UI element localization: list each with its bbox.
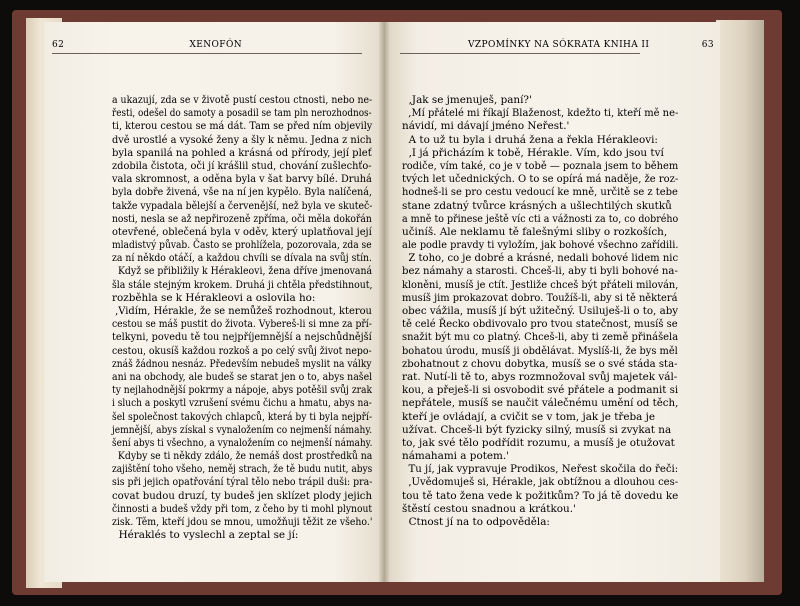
text-line: kloněni, musíš je ctít. Jestliže chceš být přáteli milován, (402, 278, 679, 291)
text-line: dvě urostlé a vysoké ženy a šly k němu. Jedna z nich (112, 133, 372, 146)
text-line: návidí, mi dávají jméno Neřest.' (402, 120, 570, 133)
text-line: byla dobře živená, vše na ní jen kypělo. Byla nalíčená, (112, 186, 373, 199)
text-line: nepřátele, musíš se naučit válečnému umění od těch, (402, 397, 679, 410)
text-line: rodiče, vím také, co je v tobě — poznala jsem to během (402, 159, 679, 172)
text-line: Héraklés to vyslechl a zeptal se jí: (112, 529, 299, 542)
text-line: tvých let učednických. O to se opírá má naděje, že roz- (402, 173, 679, 186)
text-line: šel společnost takových chlapců, která by ti byla nejpří- (112, 410, 373, 423)
text-line: námahami a potem.' (402, 450, 510, 463)
page-stack-edge-right (716, 20, 764, 582)
text-line: bohatou úrodu, musíš ji obdělávat. Myslíš-li, že bys měl (402, 344, 678, 357)
text-line: učiníš. Ale neklamu tě falešnými sliby o rozkoších, (402, 225, 668, 238)
text-line: kou, a přeješ-li si osvobodit své přátele a podmanit si (402, 384, 679, 397)
text-line: a mně to přinese ještě víc cti a vážnosti za to, co dobrého (402, 212, 679, 225)
text-line: bez námahy a starosti. Chceš-li, aby ti byli bohové na- (402, 265, 678, 278)
text-line: takže vypadala bělejší a červenější, než byla ve skuteč- (112, 199, 373, 212)
text-line: snažit být mu co platný. Chceš-li, aby ti země přinášela (402, 331, 679, 344)
text-line: cestou, okusíš každou rozkoš a po celý svůj život nepo- (112, 344, 372, 357)
text-line: ty nejlahodnější pokrmy a nápoje, abys potěšil svůj zrak (112, 384, 373, 397)
left-page-body (112, 94, 372, 542)
text-line: ,I já přicházím k tobě, Hérakle. Vím, kdo jsou tví (402, 146, 664, 159)
text-line: zbohatnout z chovu dobytka, musíš se o své stáda sta- (402, 357, 678, 370)
text-line: mladistvý půvab. Často se prohlížela, pozorovala, zda se (112, 239, 372, 252)
text-line: zisk. Těm, kteří jdou se mnou, umožňuji těžit ze všeho.' (112, 516, 373, 528)
text-line: znáš žádnou nesnáz. Především nebudeš myslit na války (112, 357, 372, 370)
text-line: musíš jim prokazovat dobro. Toužíš-li, aby si tě některá (402, 291, 678, 304)
text-line: Tu jí, jak vypravuje Prodikos, Neřest skočila do řeči: (402, 463, 679, 476)
text-line: rozběhla se k Hérakleovi a oslovila ho: (112, 291, 316, 304)
text-line: štěstí cestou snadnou a krátkou.' (402, 502, 576, 515)
text-line: Když se přibližily k Hérakleovi, žena dříve jmenovaná (112, 265, 373, 278)
text-line: ,Vidím, Hérakle, že se nemůžeš rozhodnout, kterou (112, 305, 372, 317)
text-line: hodneš-li se pro cestu vedoucí ke mně, určitě se z tebe (402, 186, 678, 199)
text-line: ti, kterou cestou se má dát. Tam se před ním objevily (112, 120, 373, 133)
text-line: užívat. Chceš-li být fyzicky silný, musíš si zvykat na (402, 423, 672, 436)
text-line: šla stále stejným krokem. Druhá ji chtěla předstihnout, (112, 278, 373, 291)
text-line: vala skromnost, a oděna byla v šat barvy bílé. Druhá (112, 173, 372, 186)
text-line: Ctnost jí na to odpověděla: (402, 516, 550, 528)
text-line: řesti, odešel do samoty a posadil se tam pln nerozhodnos- (112, 107, 372, 120)
text-line: telkyni, povedu tě tou nejpříjemnější a nejschůdnější (112, 331, 372, 344)
text-line: zdobila čistota, oči jí krášlil stud, chování zušlechťo- (112, 159, 372, 172)
text-line: sis při jejich opatřování týral tělo nebo trápil duši: pra- (112, 476, 373, 489)
text-line: cestou se máš pustit do života. Vybereš-li si mne za pří- (112, 318, 372, 331)
text-line: tě celé Řecko obdivovalo pro tvou statečnost, musíš se (402, 318, 678, 331)
text-line: Z toho, co je dobré a krásné, nedali bohové lidem nic (402, 252, 679, 265)
left-header-rule (52, 53, 362, 54)
right-page-body (402, 94, 678, 529)
text-line: Kdyby se ti někdy zdálo, že nemáš dost prostředků na (112, 450, 373, 463)
text-line: ,Uvědomuješ si, Hérakle, jak obtížnou a dlouhou ces- (402, 476, 679, 489)
left-page-number: 62 (52, 40, 65, 50)
text-line: stane zdatný tvůrce krásných a ušlechtilých skutků (402, 199, 672, 212)
text-line: činnosti a budeš vždy při tom, z čeho by ti mohl plynout (112, 502, 373, 515)
left-running-head: XENOFÓN (189, 40, 242, 50)
text-line: tou tě tato žena vede k požitkům? To já tě dovedu ke (402, 489, 679, 502)
text-line: covat budou druzí, ty budeš jen sklízet plody jejich (112, 489, 372, 502)
right-page-number: 63 (701, 40, 714, 50)
text-line: to, jak své tělo podřídit rozumu, a musíš je otužovat (402, 436, 675, 449)
text-line: otevřené, oblečená byla v oděv, který uplatňoval její (112, 225, 372, 238)
text-line: jemnější, abys získal s vynaložením co nejmenší námahy. (112, 423, 373, 436)
text-line: ,Jak se jmenuješ, paní?' (402, 94, 532, 106)
book-gutter (378, 22, 390, 582)
text-line: rat. Nutí-li tě to, abys rozmnožoval svůj majetek vál- (402, 370, 678, 383)
text-line: zajištění toho všeho, neměj strach, že tě budu nutit, abys (112, 463, 373, 476)
text-line: ale podle pravdy ti vyložím, jak bohové všechno zařídili. (402, 239, 679, 252)
text-line: obec vážila, musíš jí být užitečný. Usiluješ-li o to, aby (402, 305, 679, 317)
text-line: A to už tu byla i druhá žena a řekla Hérakleovi: (402, 133, 658, 146)
right-running-head: VZPOMÍNKY NA SÓKRATA KNIHA II (468, 40, 650, 50)
right-page-header (468, 38, 714, 52)
text-line: ,Mí přátelé mi říkají Blaženost, kdežto ti, kteří mě ne- (402, 107, 679, 120)
text-line: byla spanilá na pohled a krásná od přírody, její pleť (112, 146, 372, 159)
right-header-rule (400, 53, 640, 54)
text-line: šení abys ti všechno, a vynaložením co nejmenší námahy. (112, 436, 373, 449)
text-line: a ukazují, zda se v životě pustí cestou ctnosti, nebo ne- (112, 94, 373, 106)
text-line: kteří je ovládají, a cvičit se v tom, jak je třeba je (402, 410, 656, 423)
text-line: ani na obchody, ale budeš se starat jen o to, abys našel (112, 370, 373, 383)
text-line: za ní někdo otáčí, a každou chvíli se dívala na svůj stín. (112, 252, 372, 265)
left-page-header (52, 38, 362, 52)
text-line: i sluch a poskytl vzrušení svému čichu a hmatu, abys na- (112, 397, 372, 410)
text-line: nosti, nesla se až nepřirozeně zpříma, oči měla dokořán (112, 212, 372, 225)
